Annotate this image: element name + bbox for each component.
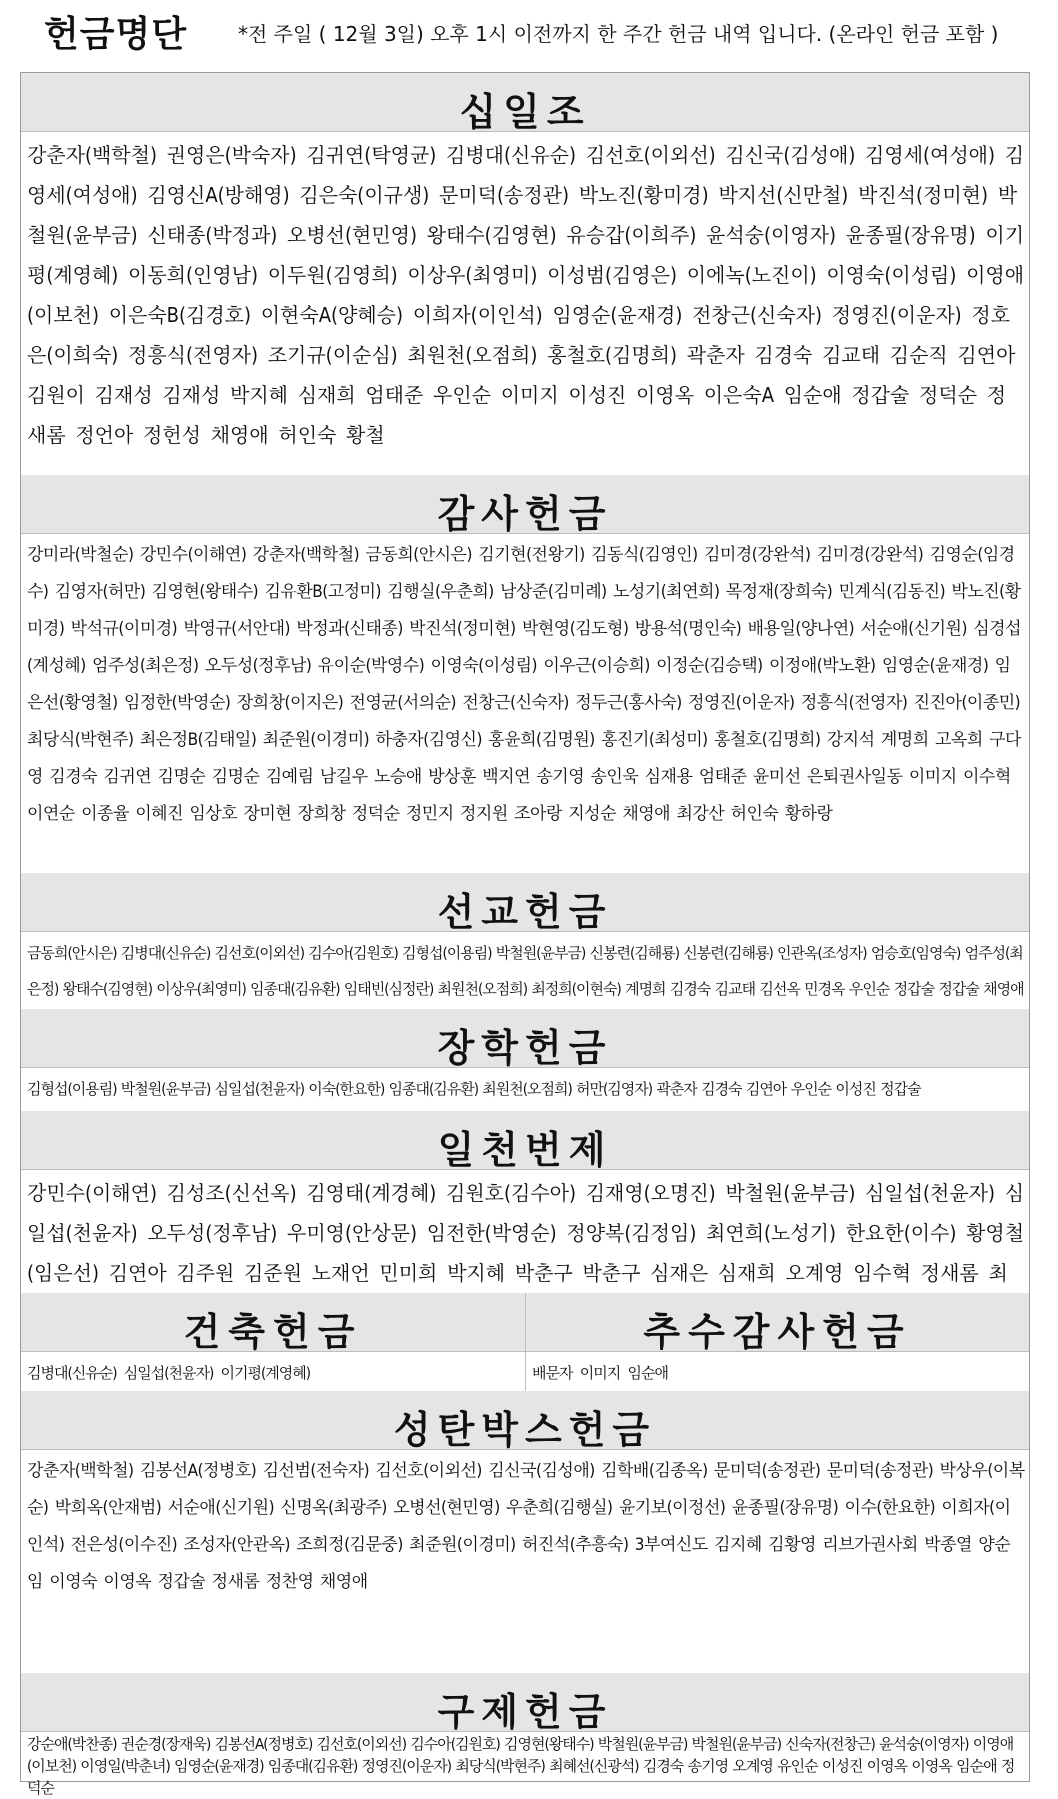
period-notice: *전 주일 ( 12월 3일) 오후 1시 이전까지 한 주간 헌금 내역 입니다. (온라인 헌금 포함 ) [238, 22, 999, 46]
section-row-building-harvest [21, 1293, 1029, 1391]
section-header [21, 873, 1029, 932]
section-header [526, 1293, 1029, 1352]
donor-names: 강순애(박찬종) 권순경(장재욱) 김봉선A(정병호) 김선호(이외선) 김수아(김원호) 김영현(왕태수) 박철원(윤부금) 박철원(윤부금) 신숙자(전창근) 윤석숭(이영자) 이영애(이보천) 이영일(박춘녀) 임영순(윤재경) 임종대(김유환) 정영진(이운자) 최당식(박현주) 최혜선(신광석) 김경숙 송기영 오계영 유인순 이성진 이영옥 이영옥 임순애 정덕순 [27, 1735, 1015, 1797]
section-header [21, 475, 1029, 534]
section-title: 추수감사헌금 [643, 1310, 912, 1354]
page-title: 헌금명단 [44, 14, 188, 55]
donor-names: 김병대(신유순) 심일섭(천윤자) 이기평(계영혜) [27, 1364, 310, 1382]
section-mission [21, 873, 1029, 1009]
section-title: 십일조 [459, 90, 591, 134]
section-title: 구제헌금 [437, 1690, 613, 1734]
donor-names: 강미라(박철순) 강민수(이해연) 강춘자(백학철) 금동희(안시은) 김기현(전왕기) 김동식(김영인) 김미경(강완석) 김미경(강완석) 김영순(임경수) 김영자(허만) 김영현(왕태수) 김유환B(고정미) 김행실(우춘희) 남상준(김미례) 노성기(최연희) 목정재(장희숙) 민계식(김동진) 박노진(황미경) 박석규(이미경) 박영규(서안대) 박정과(신태종) 박진석(정미현) 박현영(김도형) 방용석(명인숙) 배용일(양나연) 서순애(신기원) 심경섭(계성혜) 엄주성(최은정) 오두성(정후남) 유이순(박영수) 이영숙(이성림) 이우근(이승희) 이정순(김승택) 이정애(박노환) 임영순(윤재경) 임은선(황영철) 임정한(박영순) 장희창(이지은) 전영균(서의순) 전창근(신숙자) 정두근(홍사숙) 정영진(이운자) 정흥식(전영자) 진진아(이종민) 최당식(박현주) 최은정B(김태일) 최준원(이경미) 하충자(김영신) 홍윤희(김명원) 홍진기(최성미) 홍철호(김명희) 강지석 계명희 고옥희 구다영 김경숙 김귀연 김명순 김명순 김예림 남길우 노승애 방상훈 백지연 송기영 송인욱 심재용 엄태준 윤미선 은퇴권사일동 이미지 이수혁 이연순 이종율 이혜진 임상호 장미현 장희창 정덕순 정민지 정지원 조아랑 지성순 채영애 최강산 허인숙 황하랑 [27, 545, 1022, 824]
section-thanks [21, 475, 1029, 873]
section-building [21, 1293, 526, 1391]
donor-names: 강춘자(백학철) 김봉선A(정병호) 김선범(전숙자) 김선호(이외선) 김신국(김성애) 김학배(김종옥) 문미덕(송정관) 문미덕(송정관) 박상우(이복순) 박희옥(안재범) 서순애(신기원) 신명옥(최광주) 오병선(현민영) 우춘희(김행실) 윤기보(이정선) 윤종필(장유명) 이수(한요한) 이희자(이인석) 전은성(이수진) 조성자(안관옥) 조희정(김문중) 최준원(이경미) 허진석(추흥숙) 3부여신도 김지혜 김황영 리브가권사회 박종열 양순임 이영숙 이영옥 정갑술 정새롬 정찬영 채영애 [27, 1461, 1025, 1592]
section-header [21, 1293, 525, 1352]
section-header [21, 1391, 1029, 1450]
section-relief [21, 1673, 1029, 1797]
donor-names: 금동희(안시은) 김병대(신유순) 김선호(이외선) 김수아(김원호) 김형섭(이용림) 박철원(윤부금) 신봉련(김해룡) 신봉련(김해룡) 인관옥(조성자) 엄승호(임영숙) 엄주성(최은정) 왕태수(김영현) 이상우(최영미) 임종대(김유환) 임태빈(심정란) 최원천(오점희) 최정희(이현숙) 계명희 김경숙 김교태 김선옥 민경옥 우인순 정갑술 정갑술 채영애 [27, 944, 1024, 998]
section-thousandth [21, 1111, 1029, 1293]
section-title: 일천번제 [437, 1128, 613, 1172]
section-christmas [21, 1391, 1029, 1673]
section-title: 감사헌금 [437, 492, 613, 536]
section-title: 선교헌금 [437, 890, 613, 934]
donor-names: 배문자 이미지 임순애 [532, 1364, 668, 1382]
section-harvest [526, 1293, 1029, 1391]
section-header [21, 73, 1029, 132]
offering-board [20, 72, 1030, 1797]
section-title: 성탄박스헌금 [393, 1408, 657, 1452]
section-title: 건축헌금 [183, 1310, 363, 1354]
section-header [21, 1111, 1029, 1170]
section-tithe [21, 73, 1029, 475]
donor-names: 김형섭(이용림) 박철원(윤부금) 심일섭(천윤자) 이숙(한요한) 임종대(김유환) 최원천(오점희) 허만(김영자) 곽춘자 김경숙 김연아 우인순 이성진 정갑술 [27, 1080, 921, 1098]
donor-names: 강춘자(백학철) 권영은(박숙자) 김귀연(탁영균) 김병대(신유순) 김선호(이외선) 김신국(김성애) 김영세(여성애) 김영세(여성애) 김영신A(방해영) 김은숙(이규생) 문미덕(송정관) 박노진(황미경) 박지선(신만철) 박진석(정미현) 박철원(윤부금) 신태종(박정과) 오병선(현민영) 왕태수(김영현) 유승갑(이희주) 윤석숭(이영자) 윤종필(장유명) 이기평(계영혜) 이동희(인영남) 이두원(김영희) 이상우(최영미) 이성범(김영은) 이에녹(노진이) 이영숙(이성림) 이영애(이보천) 이은숙B(김경호) 이현숙A(양혜승) 이희자(이인석) 임영순(윤재경) 전창근(신숙자) 정영진(이운자) 정호은(이희숙) 정흥식(전영자) 조기규(이순심) 최원천(오점희) 홍철호(김명희) 곽춘자 김경숙 김교태 김순직 김연아 김원이 김재성 김재성 박지혜 심재희 엄태준 우인순 이미지 이성진 이영옥 이은숙A 임순애 정갑술 정덕순 정새롬 정언아 정헌성 채영애 허인숙 황철 [27, 143, 1025, 447]
section-title: 장학헌금 [437, 1026, 613, 1070]
section-header [21, 1673, 1029, 1732]
section-scholarship [21, 1009, 1029, 1111]
section-header [21, 1009, 1029, 1068]
header [0, 0, 1058, 58]
donor-names: 강민수(이해연) 김성조(신선옥) 김영태(계경혜) 김원호(김수아) 김재영(오명진) 박철원(윤부금) 심일섭(천윤자) 심일섭(천윤자) 오두성(정후남) 우미영(안상문) 임전한(박영순) 정양복(김정임) 최연희(노성기) 한요한(이수) 황영철(임은선) 김연아 김주원 김준원 노재언 민미희 박지혜 박춘구 박춘구 심재은 심재희 오계영 임수혁 정새롬 최 [27, 1181, 1025, 1285]
